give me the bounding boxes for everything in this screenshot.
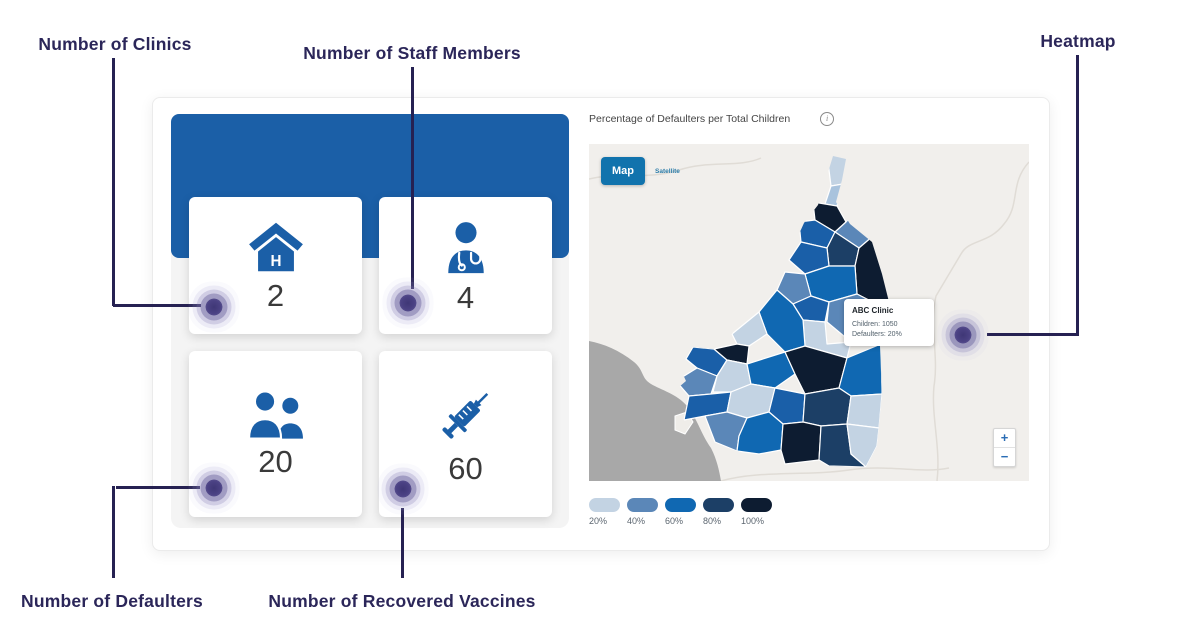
- choropleth-legend: [589, 498, 772, 526]
- legend-label-80: 80%: [703, 516, 722, 526]
- recovered-vaccines-value: 60: [448, 451, 483, 486]
- legend-item: [703, 498, 734, 526]
- marker-staff: [400, 295, 417, 312]
- cameroon-map-svg: [589, 144, 1029, 481]
- doctor-icon: [439, 219, 493, 275]
- defaulters-value: 20: [258, 444, 293, 479]
- connector-recovered-vertical: [401, 508, 404, 578]
- legend-label-60: 60%: [665, 516, 684, 526]
- legend-item: [665, 498, 696, 526]
- dashboard-panel: [152, 97, 1050, 551]
- connector-heatmap-vertical: [1076, 55, 1079, 336]
- label-number-of-defaulters: Number of Defaulters: [21, 591, 203, 611]
- label-number-of-staff-members: Number of Staff Members: [303, 43, 521, 63]
- legend-label-40: 40%: [627, 516, 646, 526]
- legend-swatch-80: [703, 498, 734, 512]
- stat-card-staff: [379, 197, 552, 334]
- choropleth-map[interactable]: [589, 144, 1029, 481]
- connector-clinics-horizontal: [113, 304, 201, 307]
- info-icon[interactable]: i: [820, 112, 834, 126]
- map-title-row: [589, 112, 834, 126]
- clinics-value: 2: [266, 277, 285, 313]
- zoom-in-button[interactable]: +: [1000, 430, 1009, 445]
- map-type-button-satellite[interactable]: Satellite: [655, 168, 680, 175]
- label-number-of-clinics: Number of Clinics: [38, 34, 192, 54]
- legend-label-100: 100%: [741, 516, 765, 526]
- tooltip-defaulters: Defaulters: 20%: [852, 331, 902, 338]
- legend-item: [627, 498, 658, 526]
- tooltip-title: ABC Clinic: [852, 306, 894, 315]
- legend-swatch-100: [741, 498, 772, 512]
- marker-recovered: [395, 481, 412, 498]
- tooltip-children: Children: 1050: [852, 321, 898, 328]
- clinic-tooltip: [844, 299, 934, 346]
- legend-item: [589, 498, 620, 526]
- map-zoom-control: [993, 428, 1016, 467]
- legend-swatch-40: [627, 498, 658, 512]
- map-type-button-map[interactable]: Map: [601, 157, 645, 185]
- svg-text:H: H: [269, 252, 282, 270]
- syringe-icon: [435, 384, 497, 446]
- label-number-of-recovered-vaccines: Number of Recovered Vaccines: [268, 591, 536, 611]
- zoom-out-button[interactable]: −: [1000, 449, 1009, 464]
- legend-label-20: 20%: [589, 516, 608, 526]
- connector-defaulters-vertical: [112, 486, 115, 578]
- legend-swatch-60: [665, 498, 696, 512]
- connector-heatmap-horizontal: [987, 333, 1079, 336]
- legend-swatch-20: [589, 498, 620, 512]
- marker-defaulters: [206, 480, 223, 497]
- connector-staff-vertical: [411, 67, 414, 289]
- legend-item: [741, 498, 772, 526]
- label-heatmap: Heatmap: [1040, 31, 1116, 51]
- connector-clinics-vertical: [112, 58, 115, 306]
- map-title: Percentage of Defaulters per Total Children: [589, 113, 791, 125]
- people-icon: [244, 391, 308, 439]
- marker-clinics: [206, 299, 223, 316]
- marker-heatmap: [955, 327, 972, 344]
- connector-defaulters-horizontal: [116, 486, 200, 489]
- clinic-building-icon: [247, 221, 305, 273]
- staff-value: 4: [456, 279, 475, 315]
